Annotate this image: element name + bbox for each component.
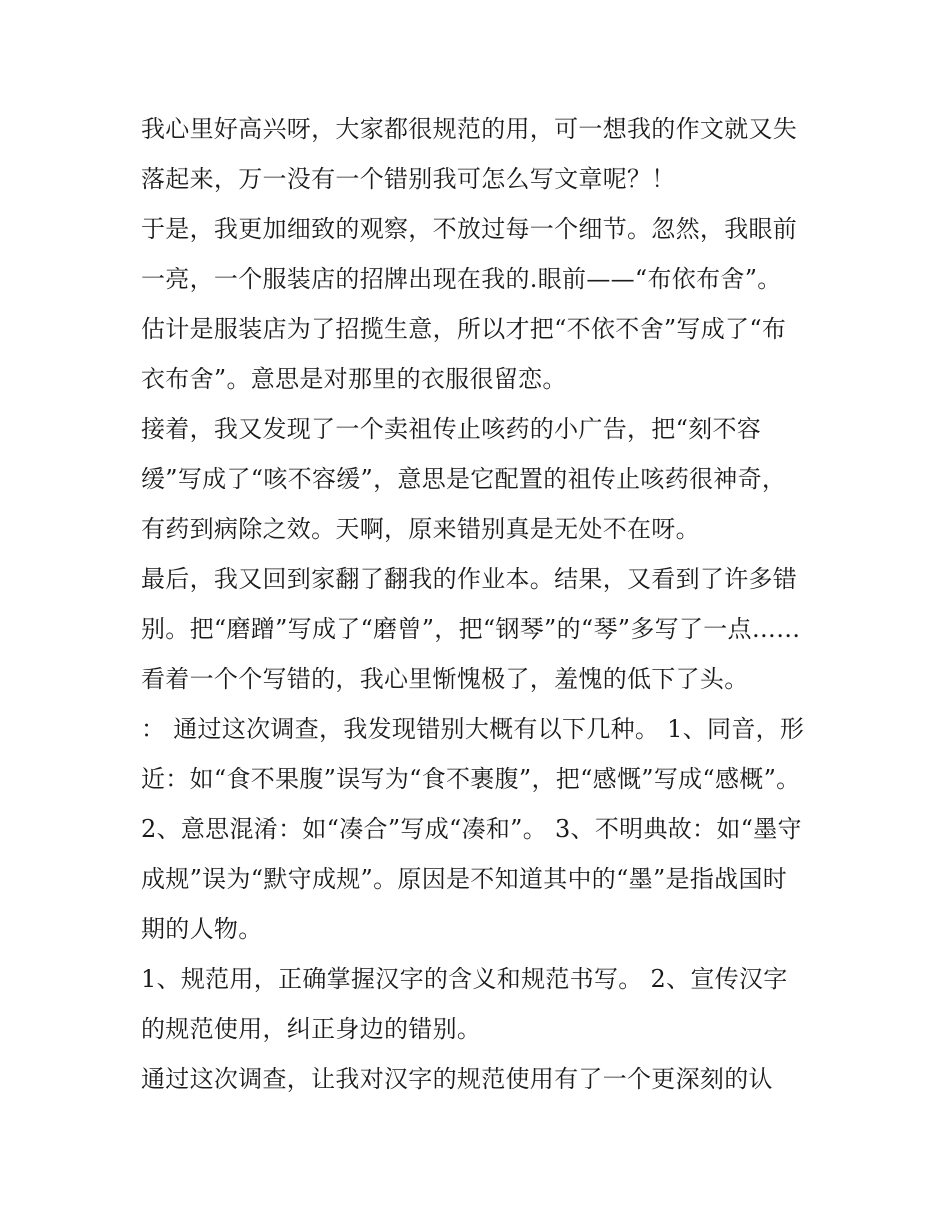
text-line: 近：如“食不果腹”误写为“食不裹腹”，把“感慨”写成“感概”。 [141, 765, 801, 793]
text-line: 估计是服装店为了招揽生意，所以才把“不依不舍”写成了“布 [141, 315, 787, 343]
text-line: 我心里好高兴呀，大家都很规范的用，可一想我的作文就又失 [141, 115, 798, 143]
text-line: 通过这次调查，让我对汉字的规范使用有了一个更深刻的认 [141, 1065, 773, 1093]
text-line: 1、规范用，正确掌握汉字的含义和规范书写。 2、宣传汉字 [141, 965, 788, 993]
text-line: 一亮，一个服装店的招牌出现在我的.眼前——“布依布舍”。 [141, 265, 782, 293]
text-line: 看着一个个写错的，我心里惭愧极了，羞愧的低下了头。 [141, 665, 749, 693]
text-line: 的规范使用，纠正身边的错别。 [141, 1015, 482, 1043]
text-line: 最后，我又回到家翻了翻我的作业本。结果，又看到了许多错 [141, 565, 798, 593]
text-line: 2、意思混淆：如“凑合”写成“凑和”。 3、不明典故：如“墨守 [141, 815, 802, 843]
text-line: 接着，我又发现了一个卖祖传止咳药的小广告，把“刻不容 [141, 415, 762, 443]
text-line: 缓”写成了“咳不容缓”，意思是它配置的祖传止咳药很神奇， [141, 465, 787, 493]
text-line: 有药到病除之效。天啊，原来错别真是无处不在呀。 [141, 515, 700, 543]
text-line: 成规”误为“默守成规”。原因是不知道其中的“墨”是指战国时 [141, 865, 788, 893]
text-line: 别。把“磨蹭”写成了“磨曾”，把“钢琴”的“琴”多写了一点…… [141, 615, 801, 643]
text-line: 期的人物。 [141, 915, 263, 943]
text-line: 衣布舍”。意思是对那里的衣服很留恋。 [141, 365, 567, 393]
text-line: 落起来，万一没有一个错别我可怎么写文章呢？！ [141, 165, 676, 193]
text-line: 于是，我更加细致的观察，不放过每一个细节。忽然，我眼前 [141, 215, 798, 243]
text-line: ： 通过这次调查，我发现错别大概有以下几种。 1、同音，形 [141, 715, 805, 743]
